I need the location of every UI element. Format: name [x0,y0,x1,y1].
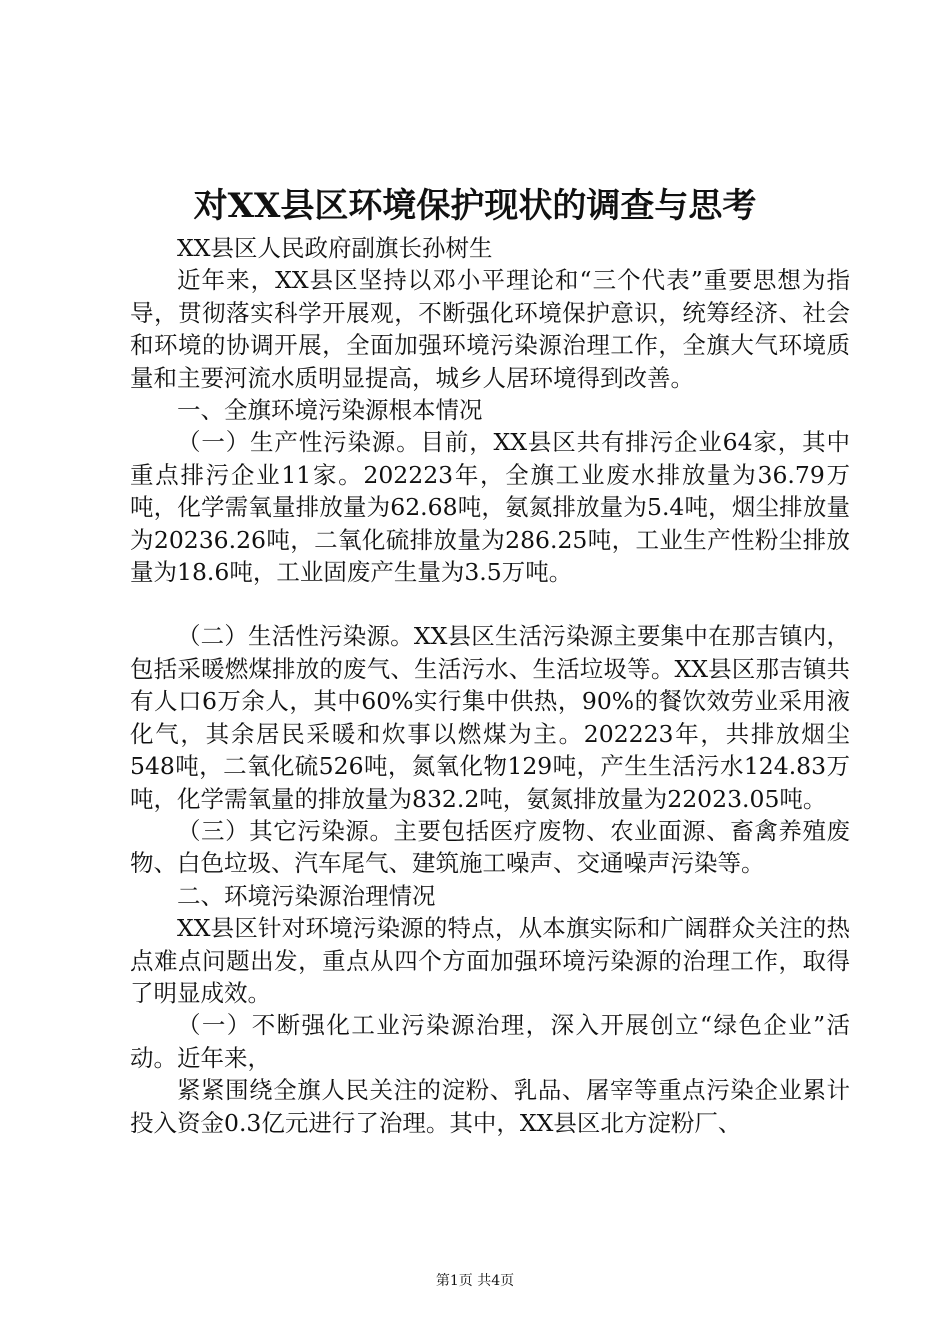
paragraph-investment: 紧紧围绕全旗人民关注的淀粉、乳品、屠宰等重点污染企业累计投入资金0.3亿元进行了治理。其中，XX县区北方淀粉厂、 [130,1076,850,1137]
paragraph-domestic-sources: （二）生活性污染源。XX县区生活污染源主要集中在那吉镇内，包括采暖燃煤排放的废气、生活污水、生活垃圾等。XX县区那吉镇共有人口6万余人，其中60%实行集中供热，90%的餐饮效劳业采用液化气，其余居民采暖和炊事以燃煤为主。202223年，共排放烟尘548吨，二氧化硫526吨，氮氧化物129吨，产生生活污水124.83万吨，化学需氧量的排放量为832.2吨，氨氮排放量为22023.05吨。 [130,622,850,813]
document-body [130,232,850,1139]
paragraph-industrial-governance: （一）不断强化工业污染源治理，深入开展创立“绿色企业”活动。近年来， [130,1011,850,1072]
section-heading-2: 二、环境污染源治理情况 [177,881,436,910]
section-heading-1: 一、全旗环境污染源根本情况 [177,396,483,425]
paragraph-other-sources: （三）其它污染源。主要包括医疗废物、农业面源、畜禽养殖废物、白色垃圾、汽车尾气、建筑施工噪声、交通噪声污染等。 [130,816,850,878]
page-title: 对XX县区环境保护现状的调查与思考 [193,186,757,226]
page-number: 第1页 共4页 [435,1273,515,1289]
paragraph-governance-overview: XX县区针对环境污染源的特点，从本旗实际和广阔群众关注的热点难点问题出发，重点从四个方面加强环境污染源的治理工作，取得了明显成效。 [130,914,850,1007]
paragraph-intro: 近年来，XX县区坚持以邓小平理论和“三个代表”重要思想为指导，贯彻落实科学开展观，不断强化环境保护意识，统筹经济、社会和环境的协调开展，全面加强环境污染源治理工作，全旗大气环境质量和主要河流水质明显提高，城乡人居环境得到改善。 [130,266,850,392]
paragraph-production-sources: （一）生产性污染源。目前，XX县区共有排污企业64家，其中重点排污企业11家。202223年，全旗工业废水排放量为36.79万吨，化学需氧量排放量为62.68吨，氨氮排放量为5.4吨，烟尘排放量为20236.26吨，二氧化硫排放量为286.25吨，工业生产性粉尘排放量为18.6吨，工业固废产生量为3.5万吨。 [130,428,850,587]
author-line: XX县区人民政府副旗长孙树生 [177,234,493,262]
